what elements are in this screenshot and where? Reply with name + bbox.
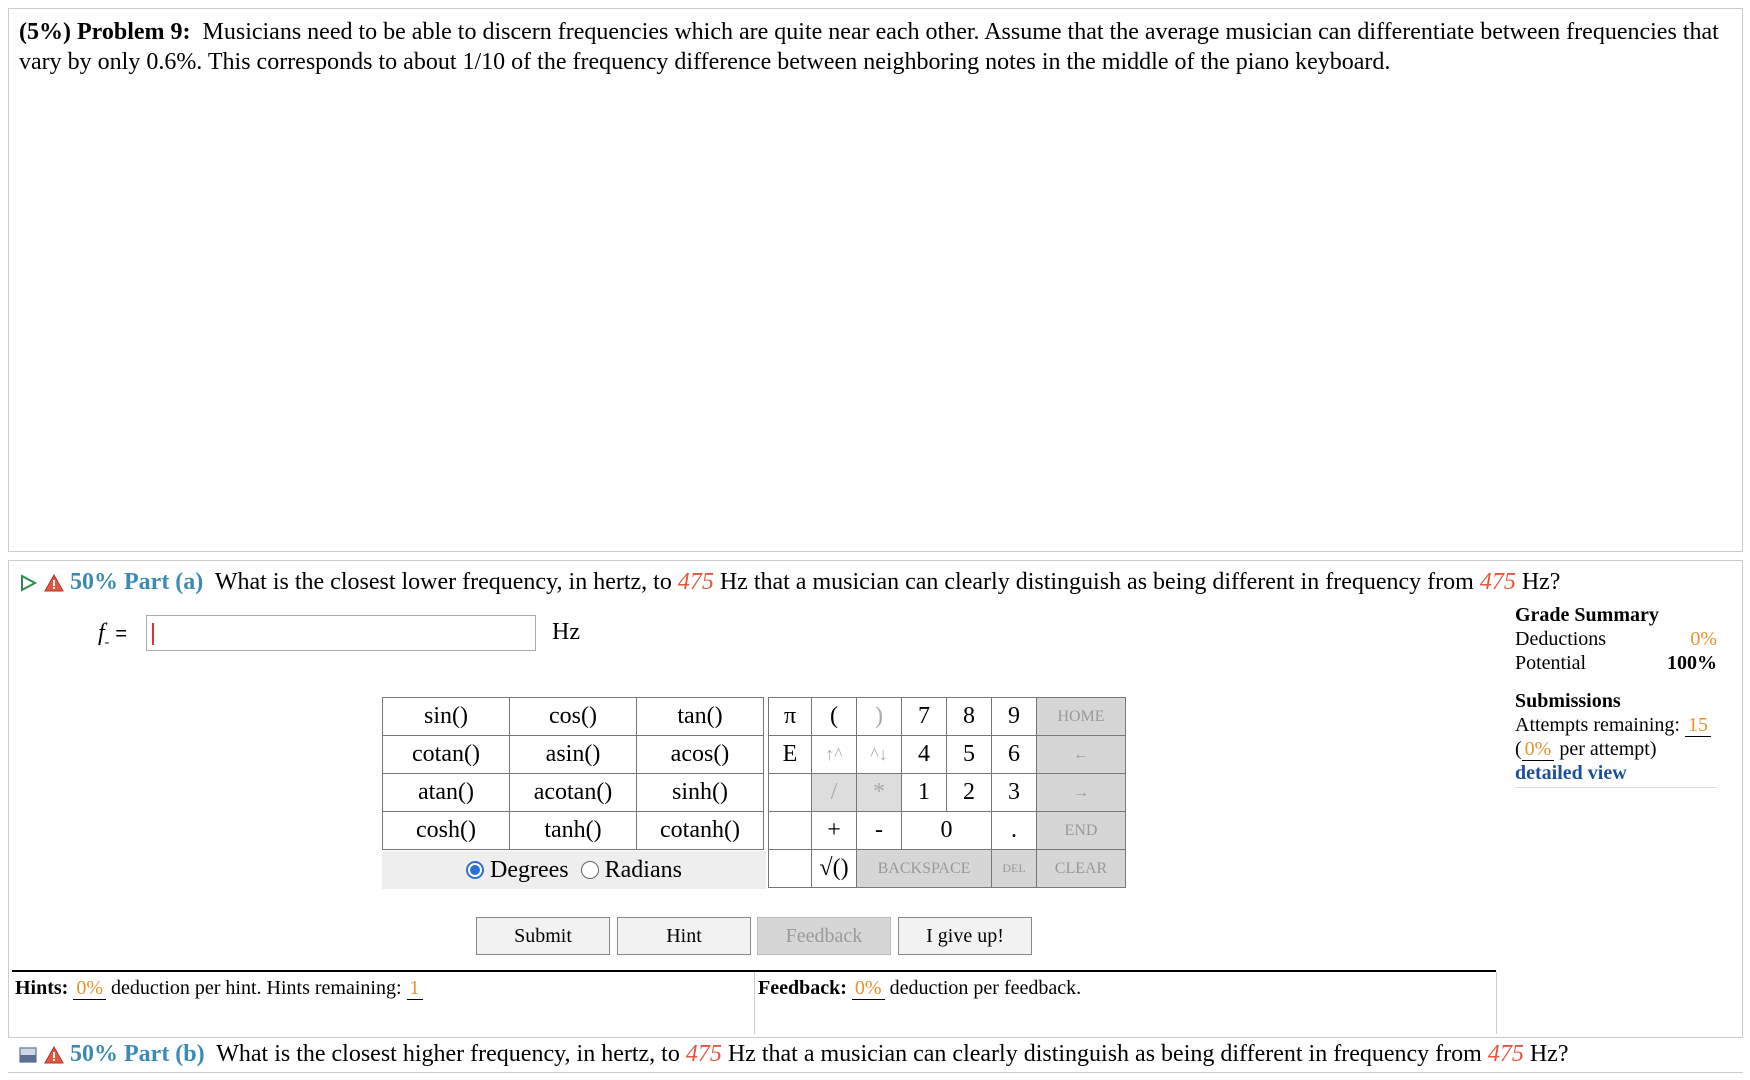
part-a-q2: Hz that a musician can clearly distinguish as being different in frequency from (719, 569, 1474, 595)
part-a-value-1: 475 (677, 569, 714, 595)
key-cos[interactable]: cos() (510, 698, 637, 736)
problem-statement (8, 8, 1743, 552)
part-b-label: Part (b) (124, 1041, 205, 1067)
radians-label: Radians (604, 857, 682, 883)
attempts-label: Attempts remaining: (1515, 714, 1680, 736)
collapse-box-icon[interactable] (18, 1046, 38, 1064)
key-acotan[interactable]: acotan() (510, 774, 637, 812)
feedback-info (758, 977, 1081, 1000)
key-8[interactable]: 8 (947, 698, 992, 736)
answer-variable (98, 620, 127, 651)
submit-button[interactable]: Submit (476, 917, 610, 955)
per-attempt-open: ( (1515, 738, 1522, 760)
key-blank (769, 774, 812, 812)
key-pi[interactable]: π (769, 698, 812, 736)
key-0[interactable]: 0 (902, 812, 992, 850)
feedback-text: deduction per feedback. (889, 977, 1082, 999)
key-slash[interactable]: / (812, 774, 857, 812)
problem-weight: (5%) (19, 19, 71, 45)
equals-sign: = (115, 623, 128, 645)
vertical-divider (754, 972, 755, 1034)
part-a-q3: Hz? (1521, 569, 1561, 595)
key-left[interactable]: ← (1037, 736, 1126, 774)
key-5[interactable]: 5 (947, 736, 992, 774)
degrees-radio[interactable] (466, 861, 484, 879)
key-clear[interactable]: CLEAR (1037, 850, 1126, 888)
part-a-header[interactable] (18, 568, 1560, 596)
key-cosh[interactable]: cosh() (383, 812, 510, 850)
hints-pct: 0% (73, 977, 106, 1000)
warning-icon (44, 574, 64, 592)
submissions-title: Submissions (1515, 690, 1621, 712)
key-cotanh[interactable]: cotanh() (637, 812, 764, 850)
part-a-value-2: 475 (1479, 569, 1516, 595)
per-attempt-text: per attempt) (1559, 738, 1657, 760)
key-sinh[interactable]: sinh() (637, 774, 764, 812)
key-atan[interactable]: atan() (383, 774, 510, 812)
part-a-label: Part (a) (124, 569, 204, 595)
key-4[interactable]: 4 (902, 736, 947, 774)
grade-summary-title: Grade Summary (1515, 604, 1659, 626)
key-2[interactable]: 2 (947, 774, 992, 812)
feedback-label: Feedback: (758, 977, 847, 999)
hint-button[interactable]: Hint (617, 917, 751, 955)
warning-icon-b (44, 1046, 64, 1064)
problem-text: Musicians need to be able to discern frequencies which are quite near each other. Assume that the average musician can differentiate between frequencies that vary by only 0.6%. This corresponds to about 1/10 of the frequency difference between neighboring notes in the middle of the piano keyboard. (19, 19, 1719, 75)
key-e[interactable]: E (769, 736, 812, 774)
part-b-q3: Hz? (1529, 1041, 1569, 1067)
radians-radio[interactable] (581, 861, 599, 879)
key-rparen[interactable]: ) (857, 698, 902, 736)
part-b-header[interactable] (18, 1040, 1568, 1068)
detailed-view-link[interactable]: detailed view (1515, 762, 1627, 784)
key-minus[interactable]: - (857, 812, 902, 850)
text-cursor (152, 623, 154, 645)
part-a-q1: What is the closest lower frequency, in hertz, to (214, 569, 672, 595)
potential-label: Potential (1515, 652, 1587, 674)
key-9[interactable]: 9 (992, 698, 1037, 736)
degrees-label: Degrees (490, 857, 569, 883)
key-cotan[interactable]: cotan() (383, 736, 510, 774)
give-up-button[interactable]: I give up! (898, 917, 1032, 955)
attempts-value: 15 (1685, 714, 1711, 737)
bottom-border (8, 1072, 1743, 1073)
hints-label: Hints: (15, 977, 69, 999)
key-asin[interactable]: asin() (510, 736, 637, 774)
potential-value: 100% (1667, 652, 1717, 674)
key-right[interactable]: → (1037, 774, 1126, 812)
feedback-button[interactable]: Feedback (757, 917, 891, 955)
part-b-q1: What is the closest higher frequency, in hertz, to (216, 1041, 680, 1067)
expand-arrow-icon[interactable] (18, 574, 38, 592)
key-sin[interactable]: sin() (383, 698, 510, 736)
answer-unit: Hz (552, 619, 580, 645)
key-blank-2 (769, 812, 812, 850)
key-end[interactable]: END (1037, 812, 1126, 850)
deductions-value: 0% (1690, 628, 1717, 650)
key-6[interactable]: 6 (992, 736, 1037, 774)
key-acos[interactable]: acos() (637, 736, 764, 774)
part-b-value-1: 475 (685, 1041, 722, 1067)
hints-info (15, 977, 423, 1000)
key-tan[interactable]: tan() (637, 698, 764, 736)
vertical-divider-right (1496, 972, 1497, 1034)
part-b-percent: 50% (70, 1041, 118, 1067)
key-7[interactable]: 7 (902, 698, 947, 736)
part-b-q2: Hz that a musician can clearly distinguish as being different in frequency from (727, 1041, 1482, 1067)
key-1[interactable]: 1 (902, 774, 947, 812)
hints-text: deduction per hint. Hints remaining: (111, 977, 402, 999)
grade-summary (1515, 603, 1717, 788)
key-tanh[interactable]: tanh() (510, 812, 637, 850)
part-b-value-2: 475 (1487, 1041, 1524, 1067)
per-attempt-value: 0% (1522, 738, 1555, 761)
hints-remaining: 1 (407, 977, 423, 1000)
problem-label: Problem 9: (76, 19, 191, 45)
key-star[interactable]: * (857, 774, 902, 812)
key-lparen[interactable]: ( (812, 698, 857, 736)
numeric-keypad (768, 697, 1126, 888)
feedback-pct: 0% (852, 977, 885, 1000)
deductions-label: Deductions (1515, 628, 1607, 650)
angle-mode (382, 851, 766, 889)
function-keypad (382, 697, 764, 850)
variable-subscript: - (104, 634, 110, 650)
key-backspace[interactable]: BACKSPACE (857, 850, 992, 888)
key-down[interactable]: ^↓ (857, 736, 902, 774)
key-up[interactable]: ↑^ (812, 736, 857, 774)
answer-input[interactable] (146, 615, 536, 651)
key-dot[interactable]: . (992, 812, 1037, 850)
key-blank-3 (769, 850, 812, 888)
key-del[interactable]: DEL (992, 850, 1037, 888)
key-plus[interactable]: + (812, 812, 857, 850)
variable-f: f (98, 620, 105, 646)
key-sqrt[interactable]: √() (812, 850, 857, 888)
part-a-percent: 50% (70, 569, 118, 595)
key-home[interactable]: HOME (1037, 698, 1126, 736)
key-3[interactable]: 3 (992, 774, 1037, 812)
